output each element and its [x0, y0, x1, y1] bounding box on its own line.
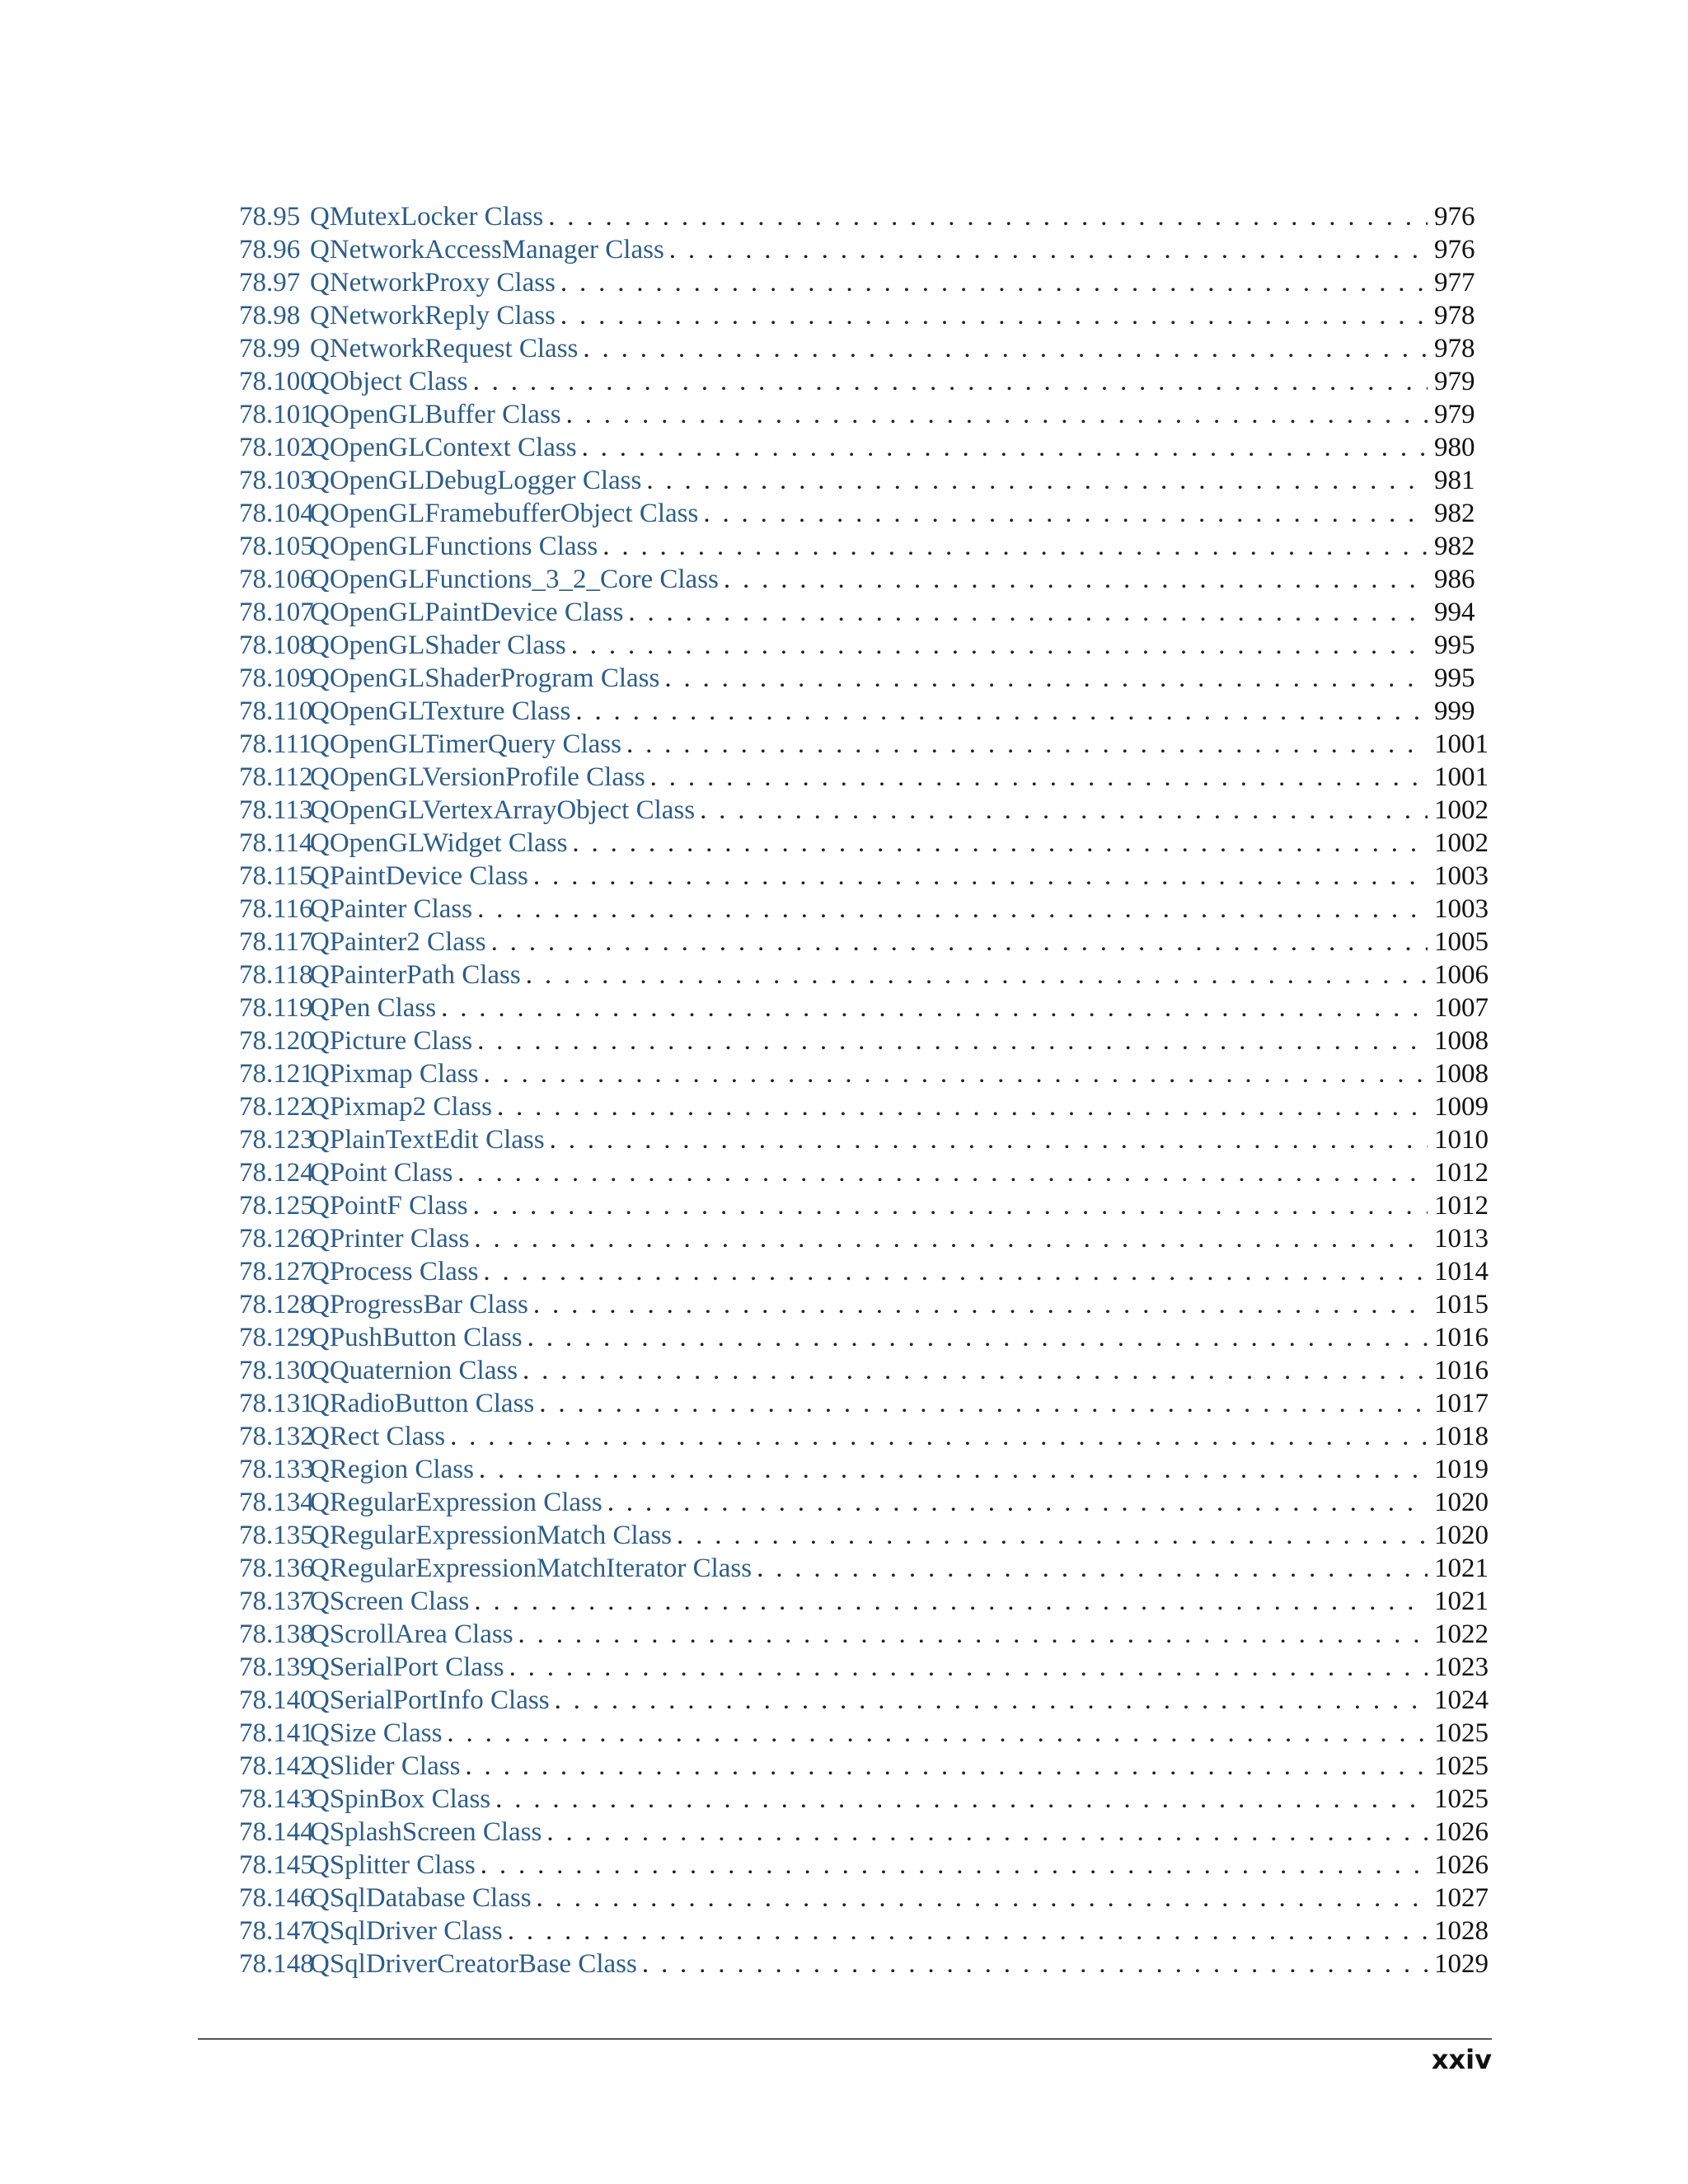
toc-entry-number[interactable]: 78.104	[239, 499, 314, 528]
toc-entry-page[interactable]: 1001	[1434, 762, 1489, 792]
toc-entry-page[interactable]: 1002	[1434, 828, 1489, 858]
toc-entry-title[interactable]: QOpenGLFunctions_3_2_Core Class	[310, 565, 719, 594]
toc-dot-leader	[483, 1255, 1428, 1288]
toc-entry-page[interactable]: 979	[1434, 367, 1475, 396]
toc-entry-number[interactable]: 78.123	[239, 1125, 314, 1155]
toc-entry-page[interactable]: 980	[1434, 433, 1475, 462]
toc-entry-title[interactable]: QPen Class	[310, 993, 437, 1023]
toc-entry-title[interactable]: QNetworkProxy Class	[310, 268, 556, 298]
toc-entry-title[interactable]: QOpenGLFramebufferObject Class	[310, 499, 699, 528]
toc-entry-page[interactable]: 1027	[1434, 1883, 1489, 1913]
toc-entry-number[interactable]: 78.99	[239, 334, 301, 363]
toc-entry-number[interactable]: 78.95	[239, 202, 301, 232]
toc-dot-leader	[526, 958, 1428, 991]
toc-entry-page[interactable]: 1025	[1434, 1784, 1489, 1814]
toc-entry-number[interactable]: 78.125	[239, 1191, 314, 1221]
toc-dot-leader	[603, 530, 1428, 563]
toc-dot-leader	[473, 365, 1428, 398]
toc-entry-number[interactable]: 78.106	[239, 565, 314, 594]
toc-entry-number[interactable]: 78.122	[239, 1092, 314, 1122]
toc-entry-number[interactable]: 78.115	[239, 861, 313, 891]
toc-entry-number[interactable]: 78.143	[239, 1784, 314, 1814]
toc-dot-leader	[523, 1354, 1428, 1387]
toc-entry-page[interactable]: 1026	[1434, 1817, 1489, 1847]
toc-entry-number[interactable]: 78.124	[239, 1158, 314, 1188]
toc-entry-title[interactable]: QOpenGLShaderProgram Class	[310, 663, 660, 693]
toc-entry-page[interactable]: 1023	[1434, 1652, 1489, 1682]
toc-entry-page[interactable]: 1010	[1434, 1125, 1489, 1155]
toc-entry[interactable]	[239, 431, 1492, 464]
toc-entry-page[interactable]: 1001	[1434, 729, 1489, 759]
toc-entry-title[interactable]: QProgressBar Class	[310, 1290, 528, 1319]
toc-dot-leader	[474, 1585, 1428, 1618]
toc-entry-page[interactable]: 999	[1434, 696, 1475, 726]
toc-dot-leader	[533, 1288, 1428, 1321]
toc-entry-page[interactable]: 995	[1434, 663, 1475, 693]
toc-dot-leader	[457, 1156, 1428, 1189]
toc-entry-number[interactable]: 78.129	[239, 1323, 314, 1352]
toc-dot-leader	[571, 629, 1428, 662]
toc-entry-title[interactable]: QSerialPortInfo Class	[310, 1685, 550, 1715]
toc-entry-title[interactable]: QPicture Class	[310, 1026, 473, 1056]
toc-dot-leader	[465, 1750, 1428, 1783]
toc-entry[interactable]	[239, 1321, 1492, 1354]
toc-entry-number[interactable]: 78.130	[239, 1356, 314, 1385]
toc-entry-page[interactable]: 1018	[1434, 1422, 1489, 1451]
toc-entry-page[interactable]: 1016	[1434, 1356, 1489, 1385]
toc-entry-title[interactable]: QOpenGLShader Class	[310, 630, 566, 660]
toc-entry-title[interactable]: QRegularExpression Class	[310, 1488, 603, 1517]
toc-dot-leader	[495, 1783, 1428, 1816]
toc-entry-page[interactable]: 1021	[1434, 1586, 1489, 1616]
toc-entry-title[interactable]: QPixmap Class	[310, 1059, 479, 1089]
toc-entry-page[interactable]: 1021	[1434, 1554, 1489, 1583]
toc-dot-leader	[548, 200, 1428, 233]
toc-dot-leader	[677, 1519, 1428, 1552]
toc-entry-number[interactable]: 78.103	[239, 466, 314, 495]
toc-entry-title[interactable]: QQuaternion Class	[310, 1356, 518, 1385]
toc-entry[interactable]	[239, 398, 1492, 431]
toc-entry-title[interactable]: QOpenGLVertexArrayObject Class	[310, 795, 696, 825]
toc-entry[interactable]	[239, 1816, 1492, 1849]
toc-entry-number[interactable]: 78.112	[239, 762, 313, 792]
toc-entry-page[interactable]: 1012	[1434, 1191, 1489, 1221]
toc-dot-leader	[546, 1816, 1428, 1849]
toc-entry-page[interactable]: 976	[1434, 202, 1475, 232]
toc-entry-page[interactable]: 1012	[1434, 1158, 1489, 1188]
toc-entry-number[interactable]: 78.121	[239, 1059, 314, 1089]
toc-entry-page[interactable]: 1019	[1434, 1455, 1489, 1484]
toc-entry[interactable]	[239, 1915, 1492, 1947]
toc-entry-title[interactable]: QSpinBox Class	[310, 1784, 491, 1814]
toc-dot-leader	[566, 398, 1428, 431]
toc-entry-title[interactable]: QPointF Class	[310, 1191, 468, 1221]
toc-entry-page[interactable]: 1022	[1434, 1619, 1489, 1649]
toc-entry-title[interactable]: QNetworkRequest Class	[310, 334, 579, 363]
toc-dot-leader	[575, 695, 1428, 728]
toc-entry-title[interactable]: QSize Class	[310, 1718, 443, 1748]
toc-entry[interactable]	[239, 1255, 1492, 1288]
toc-entry-title[interactable]: QOpenGLTexture Class	[310, 696, 571, 726]
toc-entry[interactable]	[239, 860, 1492, 893]
toc-entry[interactable]	[239, 1552, 1492, 1585]
toc-dot-leader	[700, 794, 1428, 827]
toc-dot-leader	[560, 299, 1428, 332]
toc-dot-leader	[509, 1651, 1428, 1684]
toc-entry-page[interactable]: 1028	[1434, 1916, 1489, 1946]
toc-entry-title[interactable]: QPainter2 Class	[310, 927, 486, 957]
toc-entry-title[interactable]: QProcess Class	[310, 1257, 479, 1286]
toc-entry-number[interactable]: 78.108	[239, 630, 314, 660]
toc-entry-title[interactable]: QOpenGLContext Class	[310, 433, 577, 462]
toc-entry-page[interactable]: 1025	[1434, 1751, 1489, 1781]
page-number: xxiv	[1431, 2044, 1492, 2075]
toc-entry[interactable]	[239, 266, 1492, 299]
toc-entry-number[interactable]: 78.133	[239, 1455, 314, 1484]
toc-dot-leader	[528, 1321, 1428, 1354]
toc-entry[interactable]	[239, 332, 1492, 365]
toc-dot-leader	[491, 926, 1428, 958]
toc-entry-title[interactable]: QSlider Class	[310, 1751, 461, 1781]
toc-entry-page[interactable]: 1008	[1434, 1059, 1489, 1089]
toc-entry-title[interactable]: QOpenGLBuffer Class	[310, 400, 561, 429]
toc-entry-page[interactable]: 1024	[1434, 1685, 1489, 1715]
toc-entry[interactable]	[239, 991, 1492, 1024]
toc-entry-number[interactable]: 78.113	[239, 795, 313, 825]
toc-entry-page[interactable]: 1020	[1434, 1521, 1489, 1550]
toc-entry[interactable]	[239, 1585, 1492, 1618]
toc-entry[interactable]	[239, 1618, 1492, 1651]
toc-dot-leader	[473, 1189, 1428, 1222]
toc-entry[interactable]	[239, 958, 1492, 991]
toc-entry-number[interactable]: 78.139	[239, 1652, 314, 1682]
toc-dot-leader	[483, 1057, 1428, 1090]
toc-dot-leader	[450, 1420, 1428, 1453]
toc-entry-number[interactable]: 78.148	[239, 1949, 314, 1979]
toc-entry[interactable]	[239, 1519, 1492, 1552]
toc-entry[interactable]	[239, 464, 1492, 497]
toc-entry[interactable]	[239, 299, 1492, 332]
toc-entry[interactable]	[239, 1387, 1492, 1420]
toc-entry[interactable]	[239, 1420, 1492, 1453]
toc-dot-leader	[555, 1684, 1428, 1717]
toc-entry[interactable]	[239, 1024, 1492, 1057]
toc-entry-title[interactable]: QOpenGLFunctions Class	[310, 532, 598, 561]
toc-entry[interactable]	[239, 1288, 1492, 1321]
toc-dot-leader	[626, 728, 1428, 761]
toc-entry-number[interactable]: 78.105	[239, 532, 314, 561]
toc-entry-page[interactable]: 1014	[1434, 1257, 1489, 1286]
toc-dot-leader	[533, 860, 1428, 893]
toc-dot-leader	[607, 1486, 1428, 1519]
toc-entry-number[interactable]: 78.127	[239, 1257, 314, 1286]
toc-entry[interactable]	[239, 365, 1492, 398]
toc-dot-leader	[518, 1618, 1428, 1651]
toc-entry[interactable]	[239, 1123, 1492, 1156]
toc-entry-page[interactable]: 1007	[1434, 993, 1489, 1023]
toc-entry[interactable]	[239, 1717, 1492, 1750]
toc-entry-page[interactable]: 979	[1434, 400, 1475, 429]
toc-entry-number[interactable]: 78.96	[239, 235, 301, 265]
toc-entry-number[interactable]: 78.109	[239, 663, 314, 693]
toc-dot-leader	[703, 497, 1428, 530]
toc-entry-title[interactable]: QPainter Class	[310, 894, 473, 924]
toc-dot-leader	[539, 1387, 1428, 1420]
toc-entry[interactable]	[239, 761, 1492, 794]
toc-entry-page[interactable]: 995	[1434, 630, 1475, 660]
toc-entry-number[interactable]: 78.135	[239, 1521, 314, 1550]
toc-dot-leader	[642, 1947, 1428, 1980]
toc-entry-page[interactable]: 1020	[1434, 1488, 1489, 1517]
toc-dot-leader	[628, 596, 1428, 629]
toc-entry[interactable]	[239, 233, 1492, 266]
toc-entry-title[interactable]: QSqlDatabase Class	[310, 1883, 532, 1913]
toc-entry[interactable]	[239, 497, 1492, 530]
toc-entry-page[interactable]: 1025	[1434, 1718, 1489, 1748]
toc-entry[interactable]	[239, 695, 1492, 728]
toc-entry-page[interactable]: 1002	[1434, 795, 1489, 825]
toc-entry[interactable]	[239, 1882, 1492, 1915]
toc-entry-number[interactable]: 78.138	[239, 1619, 314, 1649]
toc-entry[interactable]	[239, 1354, 1492, 1387]
toc-entry-number[interactable]: 78.137	[239, 1586, 314, 1616]
toc-entry-title[interactable]: QOpenGLWidget Class	[310, 828, 568, 858]
toc-entry-page[interactable]: 977	[1434, 268, 1475, 298]
toc-entry-number[interactable]: 78.114	[239, 828, 313, 858]
toc-entry-title[interactable]: QRadioButton Class	[310, 1389, 535, 1418]
toc-entry[interactable]	[239, 1453, 1492, 1486]
toc-dot-leader	[669, 233, 1428, 266]
toc-entry-title[interactable]: QOpenGLDebugLogger Class	[310, 466, 642, 495]
toc-entry[interactable]	[239, 563, 1492, 596]
toc-entry-page[interactable]: 994	[1434, 598, 1475, 627]
toc-entry-number[interactable]: 78.97	[239, 268, 301, 298]
toc-dot-leader	[646, 464, 1428, 497]
toc-entry[interactable]	[239, 794, 1492, 827]
toc-entry-number[interactable]: 78.134	[239, 1488, 314, 1517]
toc-dot-leader	[497, 1090, 1428, 1123]
toc-entry-number[interactable]: 78.119	[239, 993, 313, 1023]
toc-entry[interactable]	[239, 629, 1492, 662]
footer-divider	[198, 2038, 1492, 2040]
toc-dot-leader	[447, 1717, 1428, 1750]
toc-entry-number[interactable]: 78.102	[239, 433, 314, 462]
toc-entry-number[interactable]: 78.118	[239, 960, 313, 990]
toc-entry-number[interactable]: 78.111	[239, 729, 312, 759]
toc-dot-leader	[582, 431, 1428, 464]
toc-entry-page[interactable]: 1017	[1434, 1389, 1489, 1418]
toc-entry-title[interactable]: QNetworkReply Class	[310, 301, 556, 330]
toc-entry[interactable]	[239, 827, 1492, 860]
toc-entry-number[interactable]: 78.116	[239, 894, 313, 924]
toc-entry-title[interactable]: QOpenGLVersionProfile Class	[310, 762, 645, 792]
toc-entry-page[interactable]: 982	[1434, 532, 1475, 561]
toc-entry-page[interactable]: 1003	[1434, 894, 1489, 924]
toc-dot-leader	[537, 1882, 1428, 1915]
toc-entry-title[interactable]: QSplashScreen Class	[310, 1817, 542, 1847]
toc-entry-title[interactable]: QObject Class	[310, 367, 468, 396]
toc-entry-page[interactable]: 982	[1434, 499, 1475, 528]
toc-dot-leader	[757, 1552, 1428, 1585]
toc-entry-number[interactable]: 78.107	[239, 598, 314, 627]
toc-entry-title[interactable]: QOpenGLTimerQuery Class	[310, 729, 621, 759]
toc-dot-leader	[550, 1123, 1428, 1156]
toc-entry[interactable]	[239, 926, 1492, 958]
toc-entry-page[interactable]: 978	[1434, 334, 1475, 363]
toc-entry-title[interactable]: QPoint Class	[310, 1158, 453, 1188]
toc-entry-title[interactable]: QMutexLocker Class	[310, 202, 544, 232]
toc-entry-number[interactable]: 78.140	[239, 1685, 314, 1715]
toc-entry[interactable]	[239, 1947, 1492, 1980]
toc-dot-leader	[477, 893, 1428, 926]
toc-entry-page[interactable]: 1015	[1434, 1290, 1489, 1319]
toc-entry[interactable]	[239, 1222, 1492, 1255]
toc-entry-page[interactable]: 1006	[1434, 960, 1489, 990]
toc-entry[interactable]	[239, 728, 1492, 761]
toc-entry[interactable]	[239, 200, 1492, 233]
toc-entry-title[interactable]: QPixmap2 Class	[310, 1092, 492, 1122]
toc-entry-title[interactable]: QSqlDriverCreatorBase Class	[310, 1949, 637, 1979]
toc-entry-title[interactable]: QPlainTextEdit Class	[310, 1125, 545, 1155]
toc-entry-page[interactable]: 1026	[1434, 1850, 1489, 1880]
toc-entry[interactable]	[239, 1090, 1492, 1123]
toc-entry-page[interactable]: 1009	[1434, 1092, 1489, 1122]
toc-entry-number[interactable]: 78.141	[239, 1718, 314, 1748]
toc-entry-page[interactable]: 1013	[1434, 1224, 1489, 1254]
toc-entry[interactable]	[239, 1651, 1492, 1684]
toc-entry-number[interactable]: 78.98	[239, 301, 301, 330]
toc-dot-leader	[724, 563, 1428, 596]
toc-entry-page[interactable]: 981	[1434, 466, 1475, 495]
toc-dot-leader	[560, 266, 1428, 299]
toc-dot-leader	[650, 761, 1428, 794]
toc-entry-title[interactable]: QScrollArea Class	[310, 1619, 513, 1649]
toc-entry-page[interactable]: 1005	[1434, 927, 1489, 957]
toc-entry-page[interactable]: 986	[1434, 565, 1475, 594]
toc-entry-title[interactable]: QRegularExpressionMatch Class	[310, 1521, 673, 1550]
toc-entry-title[interactable]: QNetworkAccessManager Class	[310, 235, 664, 265]
toc-entry-title[interactable]: QRegion Class	[310, 1455, 474, 1484]
toc-entry-page[interactable]: 1003	[1434, 861, 1489, 891]
toc-dot-leader	[481, 1849, 1428, 1882]
toc-entry-page[interactable]: 1008	[1434, 1026, 1489, 1056]
toc-entry-page[interactable]: 978	[1434, 301, 1475, 330]
toc-dot-leader	[479, 1453, 1428, 1486]
table-of-contents	[239, 200, 1492, 1980]
toc-dot-leader	[474, 1222, 1428, 1255]
toc-entry-title[interactable]: QOpenGLPaintDevice Class	[310, 598, 624, 627]
toc-entry-number[interactable]: 78.110	[239, 696, 313, 726]
toc-entry-page[interactable]: 1029	[1434, 1949, 1489, 1979]
toc-entry-title[interactable]: QPrinter Class	[310, 1224, 470, 1254]
toc-entry-title[interactable]: QScreen Class	[310, 1586, 470, 1616]
toc-entry[interactable]	[239, 1783, 1492, 1816]
toc-entry-number[interactable]: 78.147	[239, 1916, 314, 1946]
toc-entry-number[interactable]: 78.120	[239, 1026, 314, 1056]
toc-entry-title[interactable]: QPainterPath Class	[310, 960, 521, 990]
toc-entry-title[interactable]: QRegularExpressionMatchIterator Class	[310, 1554, 753, 1583]
toc-dot-leader	[583, 332, 1428, 365]
toc-entry-number[interactable]: 78.101	[239, 400, 314, 429]
toc-entry-number[interactable]: 78.136	[239, 1554, 314, 1583]
toc-entry-title[interactable]: QPaintDevice Class	[310, 861, 528, 891]
toc-entry-number[interactable]: 78.144	[239, 1817, 314, 1847]
toc-entry[interactable]	[239, 1684, 1492, 1717]
toc-entry-number[interactable]: 78.117	[239, 927, 313, 957]
toc-dot-leader	[508, 1915, 1428, 1947]
toc-entry-title[interactable]: QRect Class	[310, 1422, 446, 1451]
toc-entry-number[interactable]: 78.128	[239, 1290, 314, 1319]
toc-entry[interactable]	[239, 530, 1492, 563]
toc-entry[interactable]	[239, 1849, 1492, 1882]
toc-entry-title[interactable]: QPushButton Class	[310, 1323, 523, 1352]
toc-entry-number[interactable]: 78.131	[239, 1389, 314, 1418]
toc-dot-leader	[664, 662, 1428, 695]
toc-entry[interactable]	[239, 662, 1492, 695]
toc-entry[interactable]	[239, 1486, 1492, 1519]
toc-entry-page[interactable]: 976	[1434, 235, 1475, 265]
toc-entry-number[interactable]: 78.100	[239, 367, 314, 396]
toc-entry-number[interactable]: 78.132	[239, 1422, 314, 1451]
toc-entry[interactable]	[239, 1189, 1492, 1222]
toc-entry-title[interactable]: QSplitter Class	[310, 1850, 476, 1880]
toc-entry-number[interactable]: 78.126	[239, 1224, 314, 1254]
toc-entry[interactable]	[239, 893, 1492, 926]
toc-dot-leader	[441, 991, 1428, 1024]
toc-entry[interactable]	[239, 596, 1492, 629]
toc-dot-leader	[477, 1024, 1428, 1057]
toc-entry-title[interactable]: QSqlDriver Class	[310, 1916, 503, 1946]
toc-dot-leader	[572, 827, 1428, 860]
toc-entry[interactable]	[239, 1156, 1492, 1189]
toc-entry-page[interactable]: 1016	[1434, 1323, 1489, 1352]
toc-entry-number[interactable]: 78.145	[239, 1850, 314, 1880]
toc-entry-number[interactable]: 78.146	[239, 1883, 314, 1913]
toc-entry[interactable]	[239, 1057, 1492, 1090]
toc-entry-number[interactable]: 78.142	[239, 1751, 314, 1781]
toc-entry-title[interactable]: QSerialPort Class	[310, 1652, 504, 1682]
toc-entry[interactable]	[239, 1750, 1492, 1783]
